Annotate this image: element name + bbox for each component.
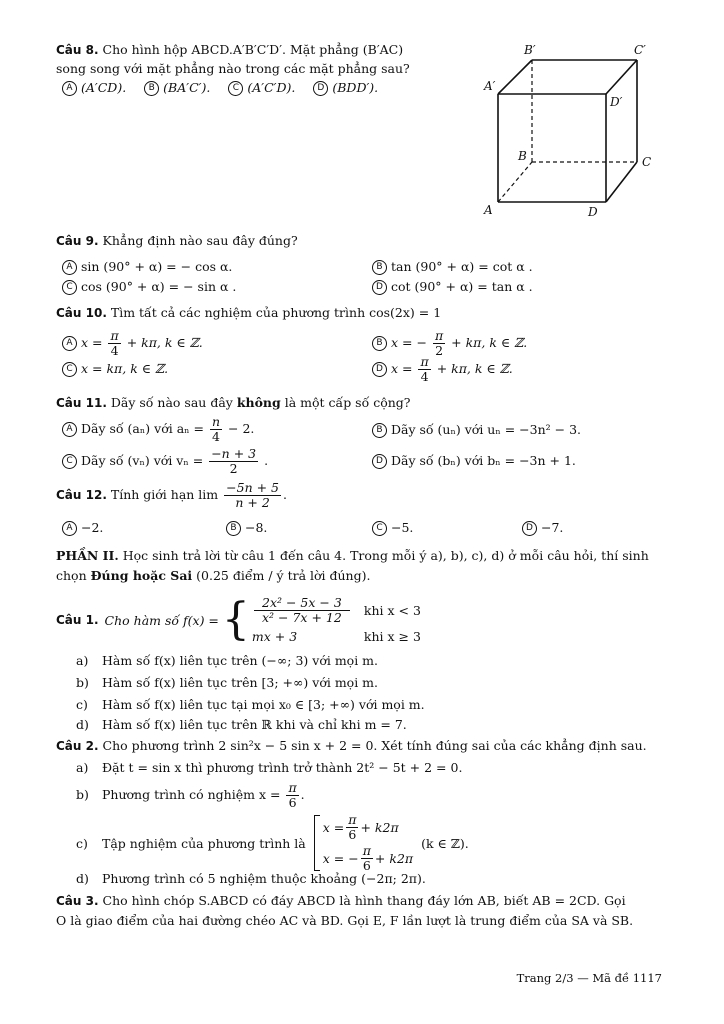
cube-label-d: D — [588, 205, 598, 219]
q12-option-d[interactable]: D −7. — [522, 520, 563, 536]
q9-stem-line — [56, 233, 298, 249]
q8-stem-line2: song song với mặt phẳng nào trong các mặt phẳng sau? — [56, 61, 410, 76]
q11-stem-line — [56, 395, 411, 411]
q9-option-b[interactable]: B tan (90° + α) = cot α . — [372, 259, 533, 275]
q11-option-b[interactable]: B Dãy số (uₙ) với uₙ = −3n² − 3. — [372, 422, 581, 438]
q8-option-c[interactable]: C (A′C′D). — [228, 80, 295, 95]
cube-label-d1: D′ — [610, 95, 623, 109]
q10-option-d[interactable]: D x = $\frac{\pi}{4}$ + kπ, k ∈ ℤ. — [372, 354, 513, 384]
q11-stem-bold: không — [236, 395, 281, 410]
p2q2-stem-line: Câu 2. Cho phương trình 2 sin²x − 5 sin x + 2 = 0. Xét tính đúng sai của các khẳng định sau. — [56, 738, 647, 753]
p2q3-line2: O là giao điểm của hai đường chéo AC và BD. Gọi E, F lần lượt là trung điểm của SA và SB. — [56, 913, 634, 928]
q9-option-c[interactable]: C cos (90° + α) = − sin α . — [62, 279, 236, 295]
part2-line1: PHẦN II. Học sinh trả lời từ câu 1 đến câu 4. Trong mỗi ý a), b), c), d) ở mỗi câu hỏi, thí sinh — [56, 548, 649, 563]
q8-stem-line1: Cho hình hộp ABCD.A′B′C′D′. Mặt phẳng (B′AC) — [102, 42, 404, 57]
q8-label: Câu 8. — [56, 43, 99, 57]
solution-bracket — [314, 815, 320, 871]
p2q2-item-c[interactable]: c) Tập nghiệm của phương trình là x = $\frac{\pi}{6}$ + k2π x = − $\frac{\pi}{6}$ + k2π (k ∈ ℤ). — [76, 812, 469, 873]
p2q3-line1: Câu 3. Cho hình chóp S.ABCD có đáy ABCD là hình thang đáy lớn AB, biết AB = 2CD. Gọi — [56, 893, 626, 908]
q12-fraction: $\frac{-5n + 5}{n + 2}$ — [226, 480, 280, 510]
q10-option-b[interactable]: B x = − $\frac{\pi}{2}$ + kπ, k ∈ ℤ. — [372, 328, 527, 358]
cube-label-c1: C′ — [634, 43, 646, 57]
q10-stem-line — [56, 305, 441, 321]
cube-label-a: A — [484, 203, 493, 217]
q8-option-a[interactable]: A (A′CD). — [62, 80, 126, 95]
page-footer: Trang 2/3 — Mã đề 1117 — [516, 971, 662, 985]
p2q2-item-a[interactable]: a) Đặt t = sin x thì phương trình trở thành 2t² − 5t + 2 = 0. — [76, 760, 463, 775]
q8-option-b[interactable]: B (BA′C′). — [144, 80, 210, 95]
q11-option-d[interactable]: D Dãy số (bₙ) với bₙ = −3n + 1. — [372, 453, 576, 469]
q12-option-a[interactable]: A −2. — [62, 520, 103, 536]
q9-label: Câu 9. — [56, 234, 99, 248]
p2q1-item-a[interactable]: a) Hàm số f(x) liên tục trên (−∞; 3) với mọi m. — [76, 653, 378, 668]
q12-option-b[interactable]: B −8. — [226, 520, 267, 536]
q9-stem: Khẳng định nào sau đây đúng? — [102, 233, 298, 248]
cube-label-c: C — [642, 155, 652, 169]
q11-stem-pre: Dãy số nào sau đây — [110, 395, 233, 410]
p2q1-stem: Câu 1. Cho hàm số f(x) = { 2x² − 5x − 3 x² − 7x + 12 khi x < 3 mx + 3 khi x ≥ 3 — [56, 594, 421, 645]
cube-label-a1: A′ — [484, 79, 496, 93]
q10-option-a[interactable]: A x = $\frac{\pi}{4}$ + kπ, k ∈ ℤ. — [62, 328, 203, 358]
part2-line2: chọn Đúng hoặc Sai (0.25 điểm / ý trả lời đúng). — [56, 568, 371, 583]
q11-option-c[interactable]: C Dãy số (vₙ) với vₙ = $\frac{-n + 3}{2}$ . — [62, 446, 268, 476]
q8-options — [62, 80, 378, 96]
q12-label: Câu 12. — [56, 488, 107, 502]
q9-option-a[interactable]: A sin (90° + α) = − cos α. — [62, 259, 232, 275]
q10-label: Câu 10. — [56, 306, 107, 320]
q10-option-c[interactable]: C x = kπ, k ∈ ℤ. — [62, 361, 168, 377]
part2-title: PHẦN II. — [56, 548, 119, 563]
cube-label-b: B — [518, 149, 527, 163]
q12-stem-line: Câu 12. Tính giới hạn lim $\frac{-5n + 5}{n + 2}$ . — [56, 480, 287, 510]
q9-option-d[interactable]: D cot (90° + α) = tan α . — [372, 279, 533, 295]
p2q1-item-b[interactable]: b) Hàm số f(x) liên tục trên [3; +∞) với mọi m. — [76, 675, 378, 690]
p2q2-item-b[interactable]: b) Phương trình có nghiệm x = $\frac{\pi}{6}$ . — [76, 780, 305, 810]
q12-option-c[interactable]: C −5. — [372, 520, 413, 536]
p2q1-item-c[interactable]: c) Hàm số f(x) liên tục tại mọi x₀ ∈ [3; +∞) với mọi m. — [76, 697, 425, 712]
p2q2-item-d[interactable]: d) Phương trình có 5 nghiệm thuộc khoảng (−2π; 2π). — [76, 871, 426, 886]
q11-stem-post: là một cấp số cộng? — [284, 395, 411, 410]
piecewise-brace: { — [221, 594, 250, 645]
q10-stem: Tìm tất cả các nghiệm của phương trình cos(2x) = 1 — [110, 305, 442, 320]
q8-option-d[interactable]: D (BDD′). — [313, 80, 378, 95]
cube-label-b1: B′ — [524, 43, 536, 57]
q11-option-a[interactable]: A Dãy số (aₙ) với aₙ = $\frac{n}{4}$ − 2. — [62, 414, 254, 444]
q8-cube-figure — [470, 38, 660, 223]
q12-stem: Tính giới hạn lim — [110, 487, 219, 502]
q11-label: Câu 11. — [56, 396, 107, 410]
p2q1-item-d[interactable]: d) Hàm số f(x) liên tục trên ℝ khi và chỉ khi m = 7. — [76, 717, 407, 732]
q8-line1 — [56, 42, 403, 58]
